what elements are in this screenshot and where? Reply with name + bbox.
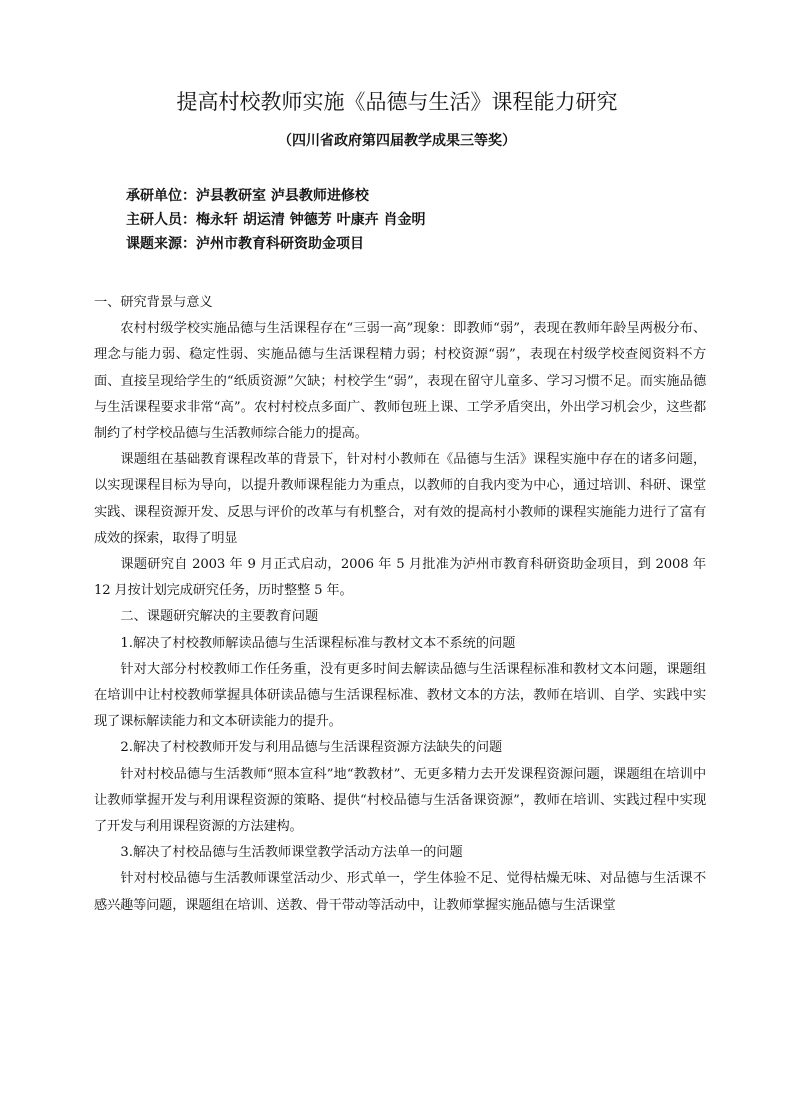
- research-unit-label: 承研单位：: [126, 188, 196, 204]
- paragraph: 针对村校品德与生活教师“照本宣科”地“教教材”、无更多精力去开发课程资源问题，课题组在培训中让教师掌握开发与利用课程资源的策略、提供“村校品德与生活备课资源”，教师在培训、实践过程中实现了开发与利用课程资源的方法建构。: [94, 766, 706, 835]
- document-title: 提高村校教师实施《品德与生活》课程能力研究: [176, 90, 618, 114]
- project-source-line: [126, 232, 706, 256]
- paragraph: 针对村校品德与生活教师课堂活动少、形式单一，学生体验不足、觉得枯燥无味、对品德与生活课不感兴趣等问题，课题组在培训、送教、骨干带动等活动中，让教师掌握实施品德与生活课堂: [94, 871, 706, 913]
- researchers-value: 梅永轩 胡运清 钟德芳 叶康卉 肖金明: [196, 212, 426, 228]
- researchers-line: [126, 208, 706, 232]
- section-heading: 二、课题研究解决的主要教育问题: [120, 609, 319, 625]
- research-info: [126, 184, 706, 256]
- subsection-heading: 1.解决了村校教师解读品德与生活课程标准与教材文本不系统的问题: [120, 635, 516, 651]
- project-source-value: 泸州市教育科研资助金项目: [196, 236, 364, 252]
- document-body: [94, 290, 706, 919]
- subsection-heading: 2.解决了村校教师开发与利用品德与生活课程资源方法缺失的问题: [120, 740, 503, 756]
- paragraph: 课题研究自 2003 年 9 月正式启动，2006 年 5 月批准为泸州市教育科研资助金项目，到 2008 年 12 月按计划完成研究任务，历时整整 5 年。: [94, 557, 706, 599]
- document-subtitle: （四川省政府第四届教学成果三等奖）: [278, 133, 516, 149]
- paragraph: 针对大部分村校教师工作任务重，没有更多时间去解读品德与生活课程标准和教材文本问题，课题组在培训中让村校教师掌握具体研读品德与生活课程标准、教材文本的方法，教师在培训、自学、实践中实现了课标解读能力和文本研读能力的提升。: [94, 661, 706, 730]
- project-source-label: 课题来源：: [126, 236, 196, 252]
- research-unit-line: [126, 184, 706, 208]
- paragraph: 农村村级学校实施品德与生活课程存在“三弱一高”现象：即教师“弱”，表现在教师年龄呈两极分布、理念与能力弱、稳定性弱、实施品德与生活课程精力弱；村校资源“弱”，表现在村级学校查阅资料不方面、直接呈现给学生的“纸质资源”欠缺；村校学生“弱”，表现在留守儿童多、学习习惯不足。而实施品德与生活课程要求非常“高”。农村村校点多面广、教师包班上课、工学矛盾突出，外出学习机会少，这些都制约了村学校品德与生活教师综合能力的提高。: [94, 321, 706, 442]
- researchers-label: 主研人员：: [126, 212, 196, 228]
- section-heading: 一、研究背景与意义: [94, 295, 213, 310]
- subsection-heading: 3.解决了村校品德与生活教师课堂教学活动方法单一的问题: [120, 845, 463, 861]
- research-unit-value: 泸县教研室 泸县教师进修校: [196, 188, 369, 204]
- paragraph: 课题组在基础教育课程改革的背景下，针对村小教师在《品德与生活》课程实施中存在的诸多问题，以实现课程目标为导向，以提升教师课程能力为重点，以教师的自我内变为中心，通过培训、科研、课堂实践、课程资源开发、反思与评价的改革与有机整合，对有效的提高村小教师的课程实施能力进行了富有成效的探索，取得了明显: [94, 452, 706, 546]
